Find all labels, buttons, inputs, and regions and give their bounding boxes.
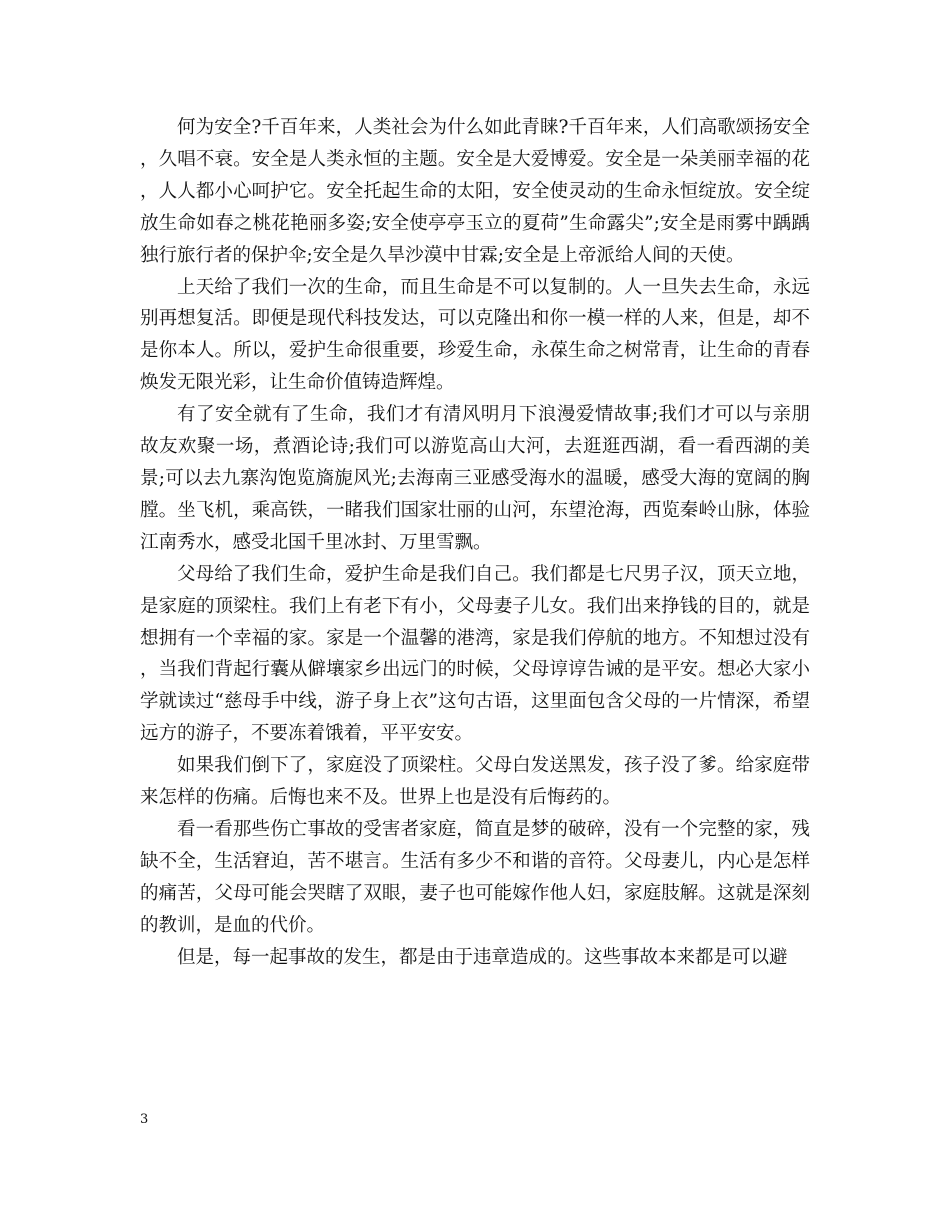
paragraph-6: 看一看那些伤亡事故的受害者家庭，简直是梦的破碎，没有一个完整的家，残缺不全，生活窘迫，苦不堪言。生活有多少不和谐的音符。父母妻儿，内心是怎样的痛苦，父母可能会哭瞎了双眼，妻子也可能嫁作他人妇，家庭肢解。这就是深刻的教训，是血的代价。 — [140, 818, 810, 936]
body-text — [140, 112, 810, 973]
paragraph-2: 上天给了我们一次的生命，而且生命是不可以复制的。人一旦失去生命，永远别再想复活。即便是现代科技发达，可以克隆出和你一模一样的人来，但是，却不是你本人。所以，爱护生命很重要，珍爱生命，永葆生命之树常青，让生命的青春焕发无限光彩，让生命价值铸造辉煌。 — [140, 276, 810, 394]
paragraph-7: 但是，每一起事故的发生，都是由于违章造成的。这些事故本来都是可以避 — [177, 946, 788, 968]
paragraph-3: 有了安全就有了生命，我们才有清风明月下浪漫爱情故事;我们才可以与亲朋故友欢聚一场，煮酒论诗;我们可以游览高山大河，去逛逛西湖，看一看西湖的美景;可以去九寨沟饱览旖旎风光;去海南三亚感受海水的温暖，感受大海的宽阔的胸膛。坐飞机，乘高铁，一睹我们国家壮丽的山河，东望沧海，西览秦岭山脉，体验江南秀水，感受北国千里冰封、万里雪飘。 — [140, 404, 810, 553]
page-number: 3 — [140, 1112, 149, 1127]
paragraph-5: 如果我们倒下了，家庭没了顶梁柱。父母白发送黑发，孩子没了爹。给家庭带来怎样的伤痛。后悔也来不及。世界上也是没有后悔药的。 — [140, 755, 810, 809]
paragraph-4: 父母给了我们生命，爱护生命是我们自己。我们都是七尺男子汉，顶天立地，是家庭的顶梁柱。我们上有老下有小，父母妻子儿女。我们出来挣钱的目的，就是想拥有一个幸福的家。家是一个温馨的港湾，家是我们停航的地方。不知想过没有，当我们背起行囊从僻壤家乡出远门的时候，父母谆谆告诫的是平安。想必大家小学就读过“慈母手中线，游子身上衣”这句古语，这里面包含父母的一片情深，希望远方的游子，不要冻着饿着，平平安安。 — [140, 563, 810, 745]
paragraph-1: 何为安全?千百年来，人类社会为什么如此青睐?千百年来，人们高歌颂扬安全，久唱不衰。安全是人类永恒的主题。安全是大爱博爱。安全是一朵美丽幸福的花，人人都小心呵护它。安全托起生命的太阳，安全使灵动的生命永恒绽放。安全绽放生命如春之桃花艳丽多姿;安全使亭亭玉立的夏荷”生命露尖”;安全是雨雾中踽踽独行旅行者的保护伞;安全是久旱沙漠中甘霖;安全是上帝派给人间的天使。 — [140, 117, 810, 266]
